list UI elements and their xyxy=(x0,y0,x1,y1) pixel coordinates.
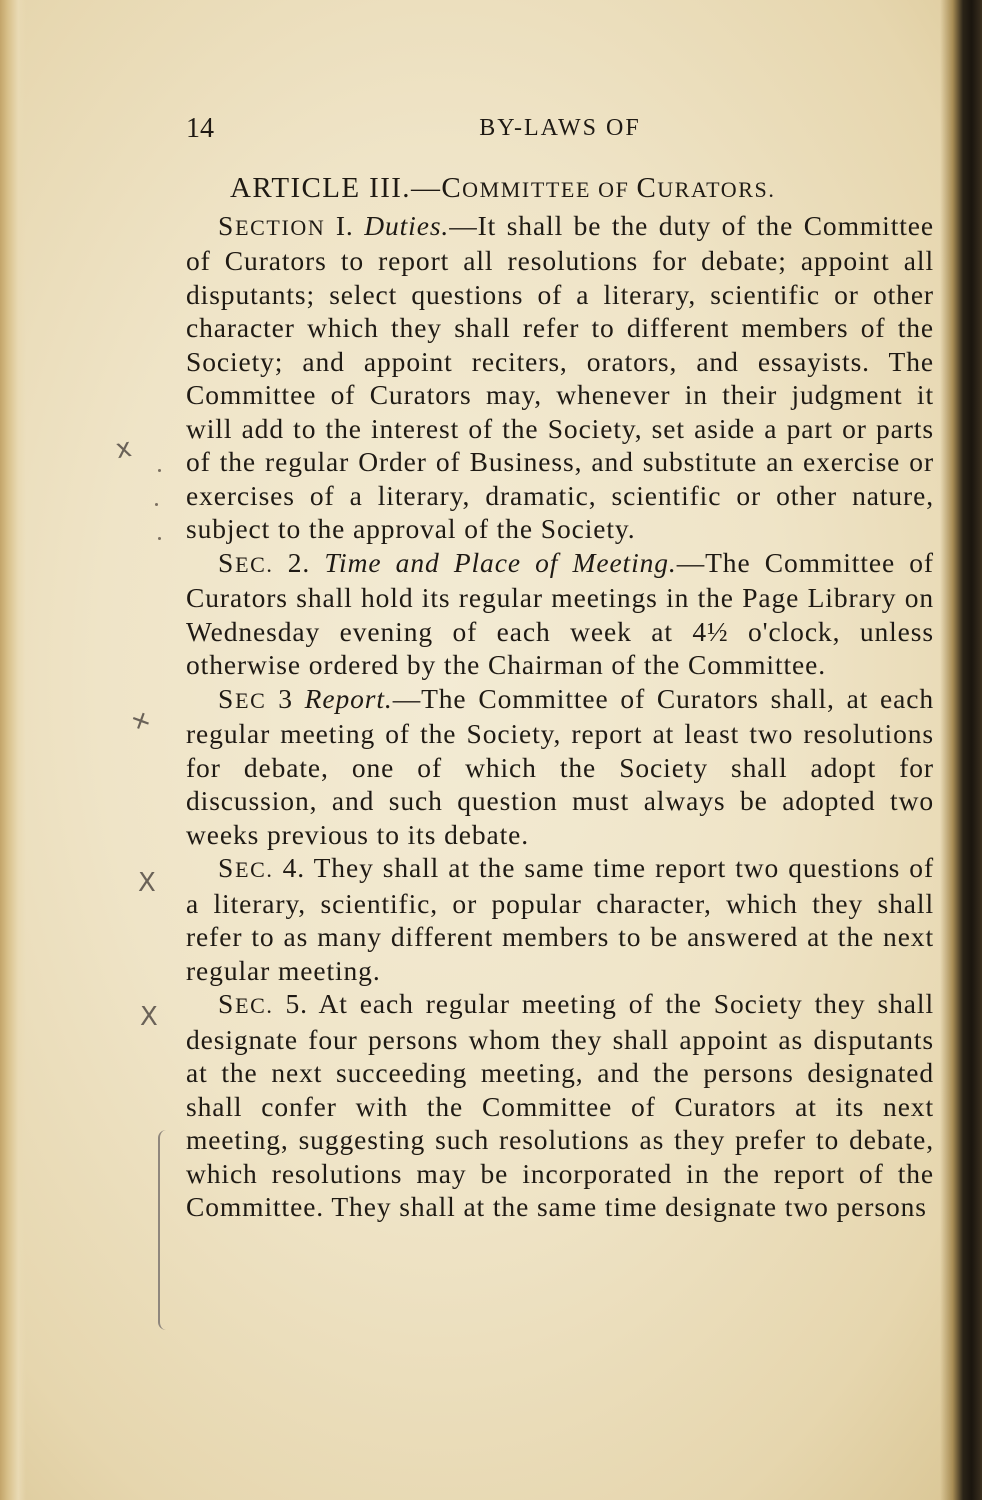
article-heading-word-2: URATORS. xyxy=(657,177,776,202)
running-title: BY-LAWS OF xyxy=(479,115,641,141)
book-spine-edge xyxy=(940,0,982,1500)
section-5-label-cap: S xyxy=(218,988,236,1019)
section-2-label xyxy=(218,547,274,578)
section-1-caption: Duties. xyxy=(364,209,450,241)
section-2-text: —The Committee of Curators shall hold its regular meetings in the Page Library on Wednesday evening of each week at 4½ o'clock, unless otherwise ordered by the Chairman of the Committee. xyxy=(186,546,934,680)
page-number: 14 xyxy=(186,113,214,144)
section-2-label-rest: EC. xyxy=(235,551,274,577)
section-3-number: 3 xyxy=(266,682,305,714)
article-heading-prefix: ARTICLE III.— xyxy=(230,172,442,204)
section-3-label-rest: EC xyxy=(235,687,267,713)
body-text xyxy=(186,172,934,1224)
section-4-number: 4. xyxy=(273,852,314,883)
section-1-label-rest: ECTION xyxy=(235,214,326,240)
section-2-caption: Time and Place of Meeting. xyxy=(324,546,677,578)
section-4-text: They shall at the same time report two questions of a literary, scientific, or popular character, which they shall refer to as many different members to be answered at the next regular meeting. xyxy=(186,852,935,986)
article-heading-cap-1: C xyxy=(441,172,463,204)
section-2-number: 2. xyxy=(273,546,325,578)
article-heading-word-1: OMMITTEE OF xyxy=(462,177,637,202)
margin-pencil-mark-1: x xyxy=(113,432,134,466)
margin-pencil-bracket xyxy=(158,1130,170,1330)
section-2 xyxy=(186,546,934,682)
section-1-text: —It shall be the duty of the Committee of Curators to report all resolutions for debate; appoint all disputants; select questions of a literary, scientific or other character which they shall refer to different members of the Society; and appoint reciters, orators, and essayists. The Committee of Curators may, whenever in their judgment it will add to the interest of the Society, set aside a part or parts of the regular Order of Business, and substitute an exercise or exercises of a literary, dramatic, scientific or other nature, subject to the approval of the Society. xyxy=(186,209,934,544)
section-1-number: I. xyxy=(325,209,365,241)
section-3-label-cap: S xyxy=(218,682,236,714)
section-5-number: 5. xyxy=(273,988,319,1019)
running-header xyxy=(186,113,934,153)
margin-pencil-mark-2: + xyxy=(125,703,157,739)
section-1-label xyxy=(218,210,325,241)
section-1 xyxy=(186,209,934,546)
section-3 xyxy=(186,682,934,852)
section-5 xyxy=(186,987,934,1224)
section-5-label xyxy=(218,988,274,1019)
section-2-label-cap: S xyxy=(218,546,236,578)
paper-speck xyxy=(158,469,161,472)
section-3-caption: Report. xyxy=(304,682,393,714)
section-4 xyxy=(186,851,934,987)
section-4-label-cap: S xyxy=(218,852,236,883)
article-heading-cap-2: C xyxy=(636,172,658,204)
section-1-label-cap: S xyxy=(218,209,236,241)
paper-speck xyxy=(158,537,161,540)
section-4-label xyxy=(218,852,274,883)
margin-pencil-mark-4: X xyxy=(140,1002,158,1032)
section-4-label-rest: EC. xyxy=(235,857,274,882)
section-3-text: —The Committee of Curators shall, at each regular meeting of the Society, report at least two resolutions for debate, one of which the Society shall adopt for discussion, and such question must always be adopted two weeks previous to its debate. xyxy=(186,682,934,850)
section-5-label-rest: EC. xyxy=(235,993,274,1018)
margin-pencil-mark-3: X xyxy=(138,868,156,898)
page-gutter-shadow xyxy=(0,0,26,1500)
paper-speck xyxy=(155,503,158,506)
section-3-label xyxy=(218,683,266,714)
article-heading xyxy=(230,172,934,207)
section-5-text: At each regular meeting of the Society they shall designate four persons whom they shall appoint as disputants at the next succeeding meeting, and the persons designated shall confer with the Committee of Curators at its next meeting, suggesting such resolutions as they prefer to debate, which resolutions may be incorporated in the report of the Committee. They shall at the same time designate two persons xyxy=(186,988,934,1222)
